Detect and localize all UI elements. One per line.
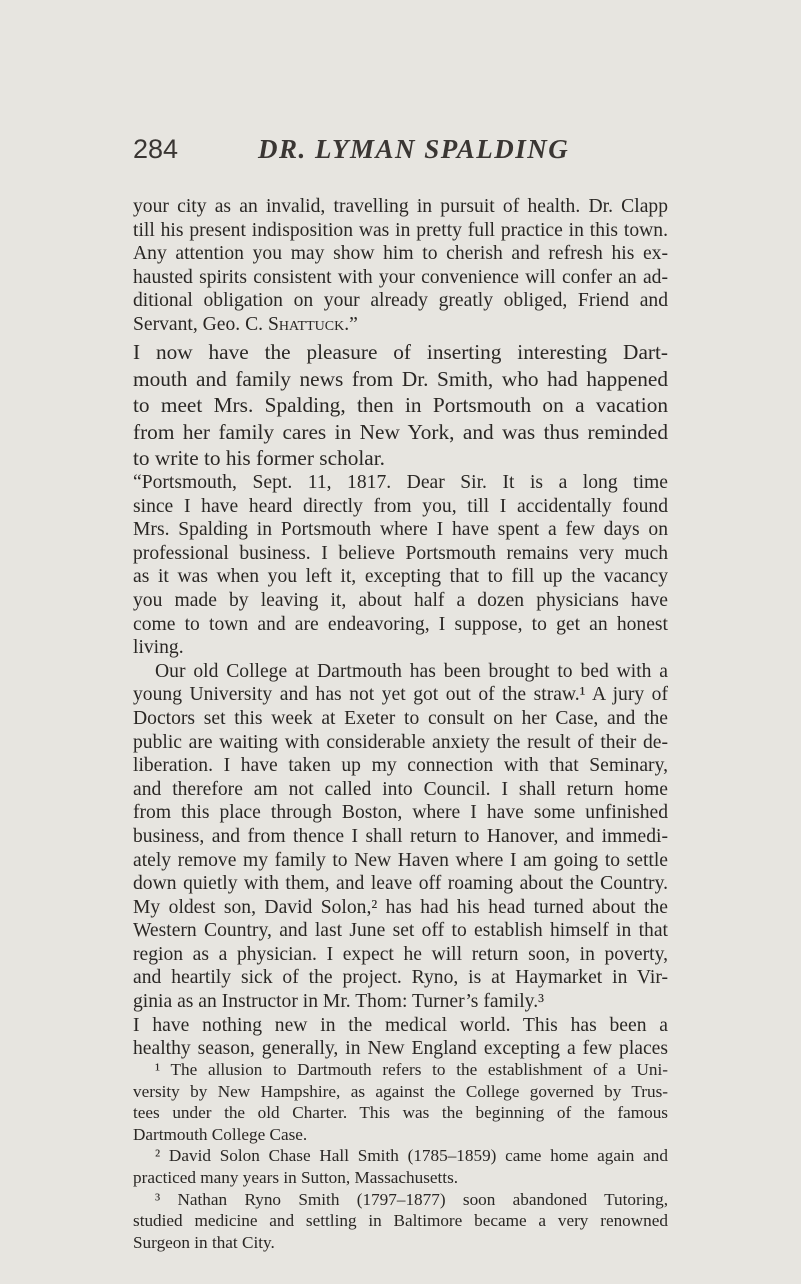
- footnote-line: studied medicine and settling in Baltimore became a very renowned: [133, 1211, 668, 1231]
- text-line: ginia as an Instructor in Mr. Thom: Turner’s family.³: [133, 991, 544, 1013]
- footnote-line: ³ Nathan Ryno Smith (1797–1877) soon abandoned Tutoring,: [155, 1189, 668, 1209]
- text-line: business, and from thence I shall return to Hanover, and immedi-: [133, 825, 668, 847]
- text-line: till his present indisposition was in pretty full practice in this town.: [133, 219, 668, 241]
- text-line: Doctors set this week at Exeter to consult on her Case, and the: [133, 707, 668, 729]
- text-line: come to town and are endeavoring, I suppose, to get an honest: [133, 613, 668, 635]
- text-line: young University and has not yet got out of the straw.¹ A jury of: [133, 684, 668, 706]
- footnote-line: ² David Solon Chase Hall Smith (1785–1859) came home again and: [155, 1146, 668, 1166]
- text-line: down quietly with them, and leave off roaming about the Country.: [133, 873, 668, 895]
- text-line: professional business. I believe Portsmouth remains very much: [133, 542, 668, 564]
- text-line: to write to his former scholar.: [133, 446, 385, 470]
- letter-continuation-paragraph: [133, 195, 668, 336]
- text-line: from her family cares in New York, and was thus reminded: [133, 419, 668, 444]
- page-number: 284: [133, 134, 179, 164]
- text-line: public are waiting with considerable anxiety the result of their de-: [133, 731, 668, 753]
- text-line: your city as an invalid, travelling in pursuit of health. Dr. Clapp: [133, 196, 668, 217]
- text-line: you made by leaving it, about half a dozen physicians have: [133, 589, 668, 611]
- footnote-line: Dartmouth College Case.: [133, 1124, 308, 1144]
- footnote-line: versity by New Hampshire, as against the College governed by Trus-: [133, 1081, 668, 1101]
- text-line: healthy season, generally, in New England excepting a few places: [133, 1038, 668, 1060]
- text-line: since I have heard directly from you, till I accidentally found: [133, 495, 668, 517]
- text-line: to meet Mrs. Spalding, then in Portsmouth on a vacation: [133, 393, 668, 417]
- footnote-line: practiced many years in Sutton, Massachusetts.: [133, 1167, 459, 1187]
- text-line: Servant, Geo. C. Shattuck.”: [133, 313, 358, 335]
- smith-letter-paragraph: [133, 471, 668, 1061]
- running-head: DR. LYMAN SPALDING: [258, 134, 570, 164]
- footnote-line: tees under the old Charter. This was the beginning of the famous: [133, 1103, 668, 1123]
- text-line: Any attention you may show him to cherish and refresh his ex-: [133, 243, 668, 264]
- narrative-paragraph: [133, 339, 668, 472]
- text-line: as it was when you left it, excepting that to fill up the vacancy: [133, 566, 668, 588]
- text-line: and therefore am not called into Council. I shall return home: [133, 778, 668, 800]
- text-line: from this place through Boston, where I have some unfinished: [133, 802, 668, 824]
- text-line: “Portsmouth, Sept. 11, 1817. Dear Sir. It is a long time: [133, 472, 668, 493]
- text-line: mouth and family news from Dr. Smith, who had happened: [133, 366, 668, 391]
- text-line: I now have the pleasure of inserting interesting Dart-: [133, 340, 668, 364]
- text-line: ately remove my family to New Haven where I am going to settle: [133, 849, 668, 871]
- text-line: Western Country, and last June set off to establish himself in that: [133, 920, 668, 942]
- text-line: and heartily sick of the project. Ryno, is at Haymarket in Vir-: [133, 967, 668, 989]
- text-line: ditional obligation on your already greatly obliged, Friend and: [133, 290, 668, 311]
- text-line: Our old College at Dartmouth has been brought to bed with a: [155, 660, 668, 682]
- page-header: [133, 131, 668, 167]
- text-line: living.: [133, 637, 184, 659]
- text-line: region as a physician. I expect he will return soon, in poverty,: [133, 943, 668, 965]
- footnotes: [133, 1059, 668, 1253]
- footnote-line: Surgeon in that City.: [133, 1232, 275, 1252]
- text-line: hausted spirits consistent with your convenience will confer an ad-: [133, 266, 668, 288]
- text-line: Mrs. Spalding in Portsmouth where I have spent a few days on: [133, 519, 668, 541]
- footnote-line: ¹ The allusion to Dartmouth refers to the establishment of a Uni-: [155, 1060, 668, 1079]
- text-line: liberation. I have taken up my connection with that Seminary,: [133, 755, 668, 777]
- text-line: I have nothing new in the medical world. This has been a: [133, 1014, 668, 1036]
- text-line: My oldest son, David Solon,² has had his head turned about the: [133, 896, 668, 918]
